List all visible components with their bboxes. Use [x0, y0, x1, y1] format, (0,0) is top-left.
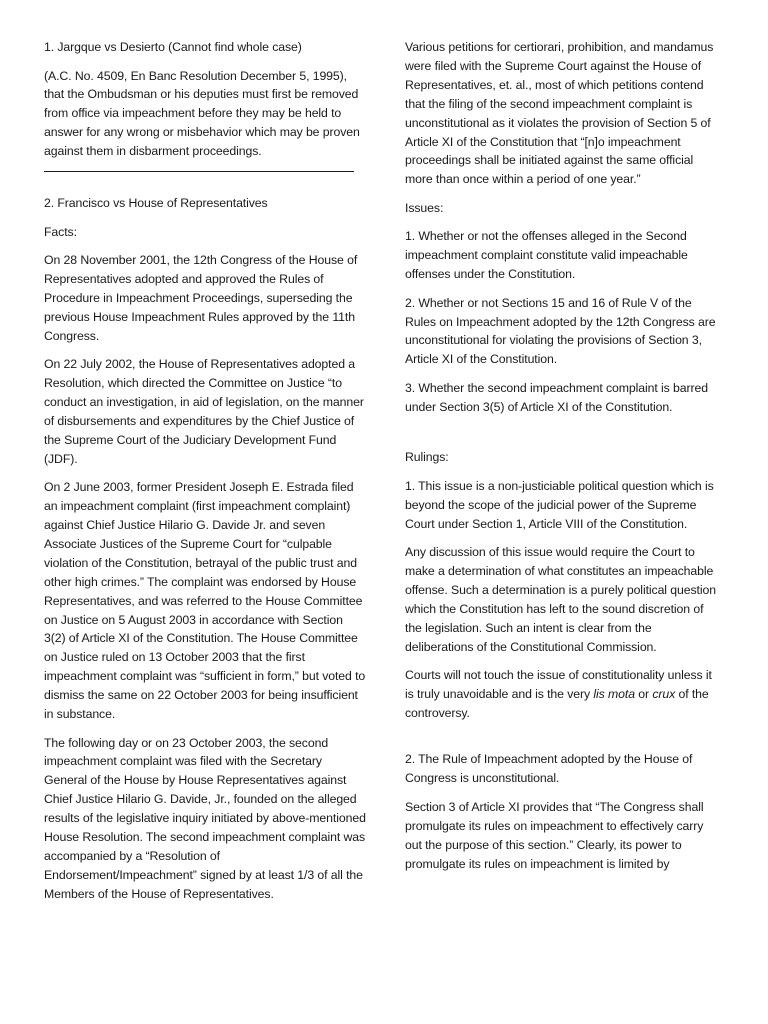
- ruling-1-p3-or: or: [634, 687, 653, 702]
- facts-label: Facts:: [44, 224, 77, 239]
- issues-label: Issues:: [405, 200, 444, 215]
- ruling-1: 1. This issue is a non-justiciable political question which is beyond the scope of the judicial power of the Supreme Court under Section 1, Article VIII of the Constitution.: [405, 478, 714, 531]
- case1-text: (A.C. No. 4509, En Banc Resolution December 5, 1995), that the Ombudsman or his deputies must first be removed from office via impeachment before they may be held to answer for any wrong or misbehavior which may be proven against them in disbarment proceedings.: [44, 68, 360, 159]
- facts-paragraph-1: On 28 November 2001, the 12th Congress of the House of Representatives adopted and approved the Rules of Procedure in Impeachment Proceedings, superseding the previous House Impeachment Rules approved by the 11th Congress.: [44, 253, 358, 343]
- ruling-2-paragraph-2: Section 3 of Article XI provides that “The Congress shall promulgate its rules on impeachment to effectively carry out the purpose of this section.” Clearly, its power to promulgate its rules on impeachment is limited by: [405, 799, 704, 871]
- facts-paragraph-3: On 2 June 2003, former President Joseph E. Estrada filed an impeachment complaint (first impeachment complaint) against Chief Justice Hilario G. Davide Jr. and seven Associate Justices of the Supreme Court for “culpable violation of the Constitution, betrayal of the public trust and other high crimes.” The complaint was endorsed by House Representatives, and was referred to the House Committee on Justice on 5 August 2003 in accordance with Section 3(2) of Article XI of the Constitution. The House Committee on Justice ruled on 13 October 2003 that the first impeachment complaint was “sufficient in form,” but voted to dismiss the same on 22 October 2003 for being insufficient in substance.: [44, 480, 366, 722]
- ruling-1-p3-lis-mota: lis mota: [593, 687, 635, 702]
- facts-paragraph-2: On 22 July 2002, the House of Representatives adopted a Resolution, which directed the Committee on Justice “to conduct an investigation, in aid of legislation, on the manner of disbursements and expenditures by the Chief Justice of the Supreme Court of the Judiciary Development Fund (JDF).: [44, 357, 364, 466]
- ruling-1-paragraph-2: Any discussion of this issue would require the Court to make a determination of what constitutes an impeachable offense. Such a determination is a purely political question which the Constitution has left to the sound discretion of the legislation. Such an intent is clear from the deliberations of the Constitutional Commission.: [405, 545, 716, 654]
- right-column: [405, 38, 723, 883]
- rulings-label: Rulings:: [405, 450, 449, 465]
- petitions-paragraph: Various petitions for certiorari, prohibition, and mandamus were filed with the Supreme Court against the House of Representatives, et. al., most of which petitions contend that the filing of the second impeachment complaint is unconstitutional as it violates the provision of Section 5 of Article XI of the Constitution that “[n]o impeachment proceedings shall be initiated against the same official more than once within a period of one year.”: [405, 40, 714, 187]
- ruling-1-p3-crux: crux: [652, 687, 676, 702]
- issue-1: 1. Whether or not the offenses alleged in the Second impeachment complaint constitute valid impeachable offenses under the Constitution.: [405, 229, 688, 282]
- ruling-1-p3-text-a: Courts will not touch the issue of constitutionality unless it is truly unavoidable and is the very: [405, 668, 712, 702]
- ruling-1-paragraph-3: [405, 666, 723, 723]
- case2-heading: 2. Francisco vs House of Representatives: [44, 196, 268, 211]
- facts-paragraph-4: The following day or on 23 October 2003, the second impeachment complaint was filed with the Secretary General of the House by House Representatives against Chief Justice Hilario G. Davide, Jr., founded on the alleged results of the legislative inquiry initiated by above-mentioned House Resolution. The second impeachment complaint was accompanied by a “Resolution of Endorsement/Impeachment” signed by at least 1/3 of all the Members of the House of Representatives.: [44, 735, 366, 901]
- ruling-2: 2. The Rule of Impeachment adopted by the House of Congress is unconstitutional.: [405, 752, 693, 786]
- case1-heading: 1. Jargque vs Desierto (Cannot find whole case): [44, 40, 302, 54]
- ruling-1-p3-text-b: of the controversy.: [405, 687, 709, 720]
- section-divider: [44, 171, 354, 172]
- issue-3: 3. Whether the second impeachment complaint is barred under Section 3(5) of Article XI of the Constitution.: [405, 380, 708, 414]
- left-column: [44, 38, 366, 913]
- issue-2: 2. Whether or not Sections 15 and 16 of Rule V of the Rules on Impeachment adopted by the 12th Congress are unconstitutional for violating the provisions of Section 3, Article XI of the Constitution.: [405, 295, 716, 367]
